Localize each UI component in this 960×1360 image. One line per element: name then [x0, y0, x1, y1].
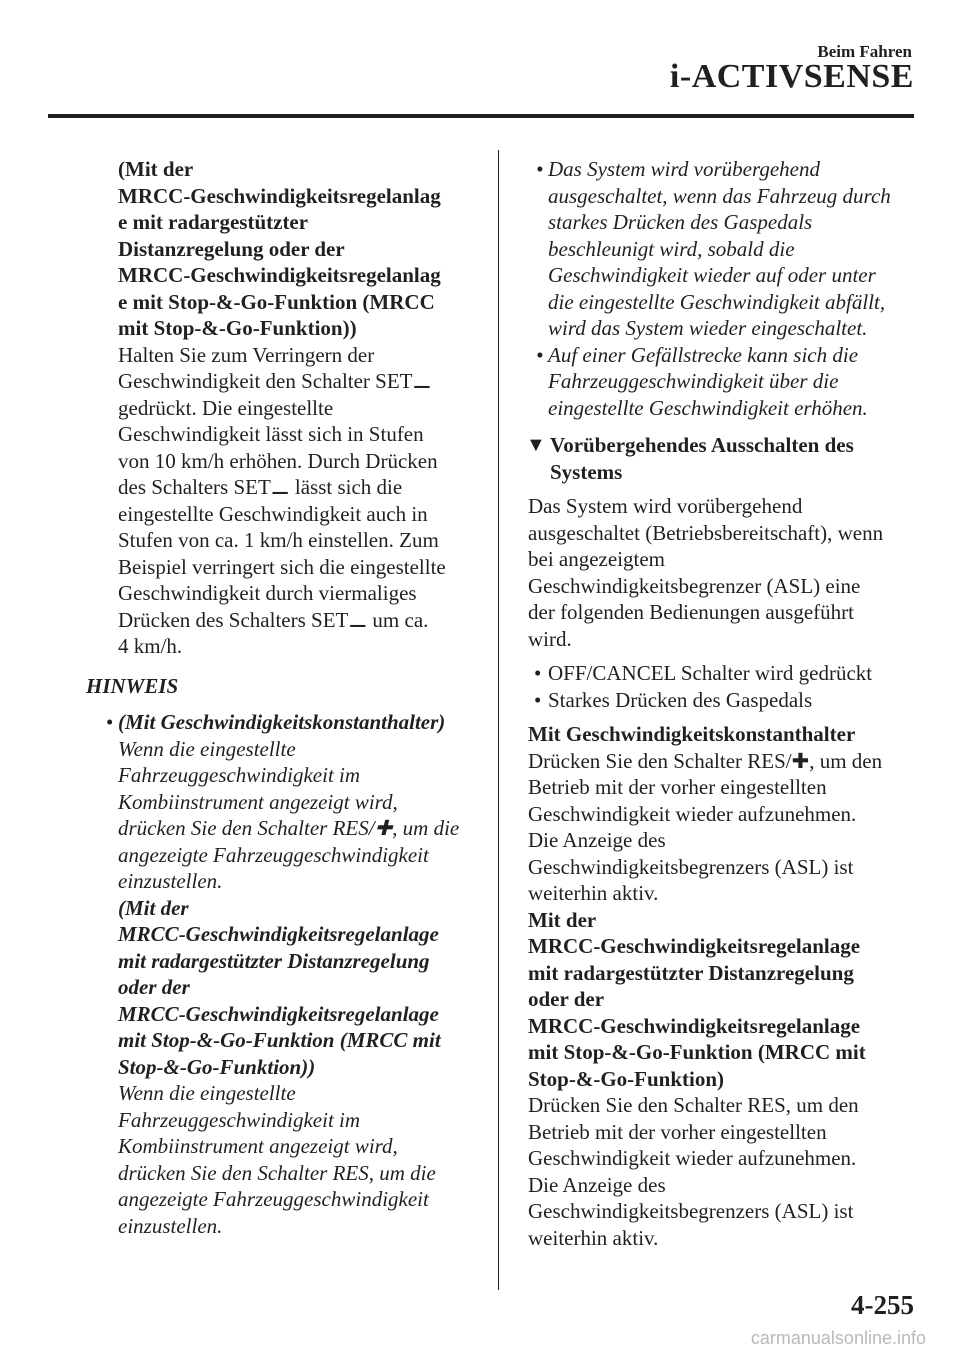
section-heading	[528, 432, 918, 485]
section-heading-text: Vorübergehendes Ausschalten des Systems	[550, 433, 854, 484]
note-label: HINWEIS	[86, 673, 179, 698]
list-item	[534, 687, 918, 714]
section-title: Beim Fahren	[817, 42, 912, 61]
intro-paragraph: Halten Sie zum Verringern der Geschwindigkeit den Schalter SET⚊ gedrückt. Die eingestellte Geschwindigkeit lässt sich in Stufen von 10 km/h erhöhen. Durch Drücken des Schalters SET⚊ lässt sich die eingestellte Geschwindigkeit auch in Stufen von ca. 1 km/h einstellen. Zum Beispiel verringert sich die eingestellte Geschwindigkeit durch viermaliges Drücken des Schalters SET⚊ um ca. 4 km/h.	[118, 342, 446, 658]
header-rule	[48, 114, 914, 118]
note-bullet-2	[536, 342, 918, 422]
left-column	[86, 156, 478, 1239]
bullet-icon: •	[534, 687, 542, 712]
subsection-1-text: Drücken Sie den Schalter RES/✚, um den Betrieb mit der vorher eingestellten Geschwindigkeit wieder aufzunehmen. Die Anzeige des Geschwindigkeitsbegrenzers (ASL) ist weiterhin aktiv.	[528, 748, 883, 905]
intro-heading: (Mit der MRCC-Geschwindigkeitsregelanlag e mit radargestützter Distanzregelung oder der MRCC-Geschwindigkeitsregelanlag e mit Stop-&-Go-Funktion (MRCC mit Stop-&-Go-Funktion))	[118, 157, 441, 340]
right-column	[528, 156, 918, 1251]
bullet-icon: •	[106, 710, 114, 734]
watermark: carmanualsonline.info	[750, 1328, 926, 1348]
note-item-1-subtext: Wenn die eingestellte Fahrzeuggeschwindigkeit im Kombiinstrument angezeigt wird, drücken Sie den Schalter RES, um die angezeigte Fahrzeuggeschwindigkeit einzustellen.	[118, 1081, 436, 1238]
note-item-1-subtitle: (Mit der MRCC-Geschwindigkeitsregelanlage mit radargestützter Distanzregelung oder der MRCC-Geschwindigkeitsregelanlage mit Stop-&-Go-Funktion (MRCC mit Stop-&-Go-Funktion))	[118, 895, 441, 1079]
note-item-1	[106, 709, 478, 1239]
list-item-text: Starkes Drücken des Gaspedals	[548, 687, 813, 712]
list-item-text: OFF/CANCEL Schalter wird gedrückt	[548, 661, 873, 685]
subsection-2-title: Mit der MRCC-Geschwindigkeitsregelanlage mit radargestützter Distanzregelung oder der MRCC-Geschwindigkeitsregelanlage mit Stop-&-Go-Funktion (MRCC mit Stop-&-Go-Funktion)	[528, 907, 866, 1091]
note-bullet-1-text: Das System wird vorübergehend ausgeschaltet, wenn das Fahrzeug durch starkes Drücken des Gaspedals beschleunigt wird, sobald die Geschwindigkeit wieder auf oder unter die eingestellte Geschwindigkeit abfällt, wird das System wieder eingeschaltet.	[548, 157, 891, 340]
triangle-down-icon: ▼	[526, 434, 546, 456]
column-divider	[498, 150, 499, 1290]
subsection-1-title: Mit Geschwindigkeitskonstanthalter	[528, 722, 856, 746]
bullet-icon: •	[536, 157, 544, 181]
subsection-2-text: Drücken Sie den Schalter RES, um den Betrieb mit der vorher eingestellten Geschwindigkeit wieder aufzunehmen. Die Anzeige des Geschwindigkeitsbegrenzers (ASL) ist weiterhin aktiv.	[528, 1093, 859, 1250]
note-item-1-title: (Mit Geschwindigkeitskonstanthalter)	[118, 710, 446, 734]
note-item-1-text: Wenn die eingestellte Fahrzeuggeschwindigkeit im Kombiinstrument angezeigt wird, drücken Sie den Schalter RES/✚, um die angezeigte Fahrzeuggeschwindigkeit einzustellen.	[118, 736, 460, 893]
note-bullet-1	[536, 156, 918, 342]
chapter-title: i-ACTIVSENSE	[669, 58, 914, 95]
bullet-icon: •	[536, 342, 544, 367]
page-number: 4-255	[851, 1290, 914, 1320]
section-paragraph: Das System wird vorübergehend ausgeschaltet (Betriebsbereitschaft), wenn bei angezeigtem Geschwindigkeitsbegrenzer (ASL) eine der folgenden Bedienungen ausgeführt wird.	[528, 494, 884, 651]
note-bullet-2-text: Auf einer Gefällstrecke kann sich die Fahrzeuggeschwindigkeit über die eingestellte Geschwindigkeit erhöhen.	[548, 342, 868, 420]
bullet-icon: •	[534, 661, 542, 685]
list-item	[534, 660, 918, 687]
